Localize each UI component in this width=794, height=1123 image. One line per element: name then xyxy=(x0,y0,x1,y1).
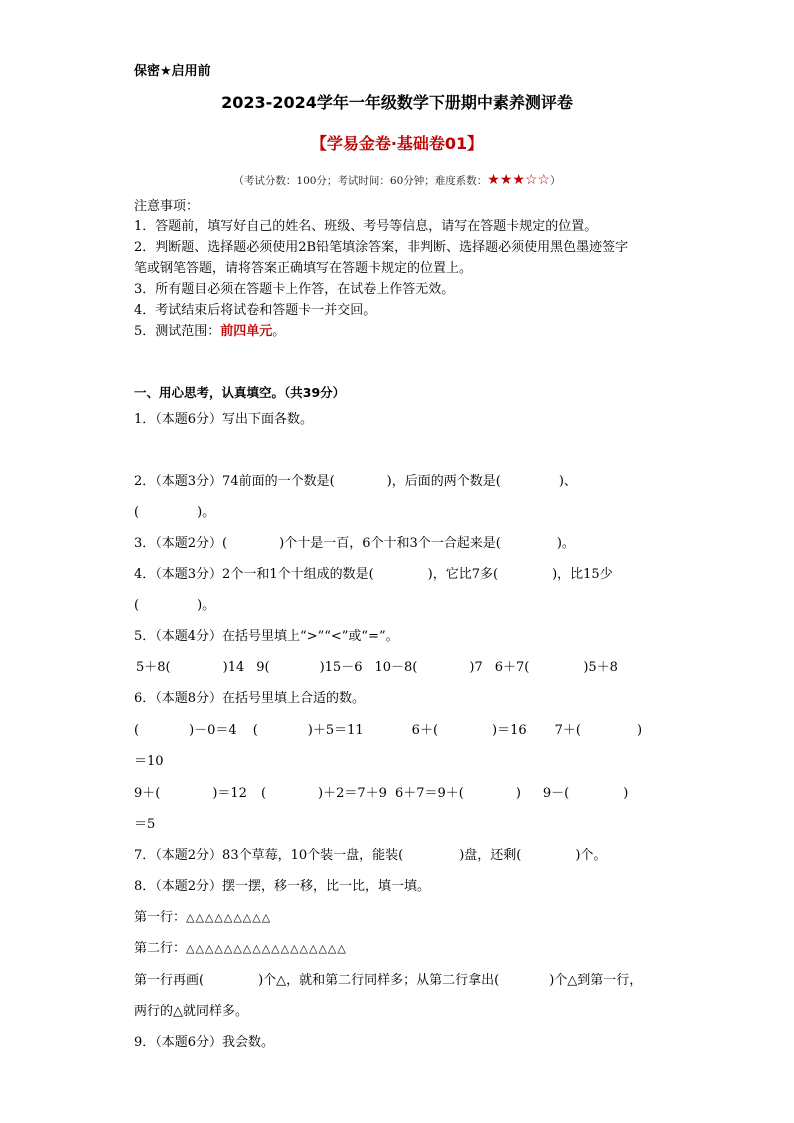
q5-expr: )15－6 xyxy=(319,660,363,675)
q8-text xyxy=(134,972,642,990)
notes-heading: 注意事项： xyxy=(134,199,200,214)
question-4-cont xyxy=(134,597,215,615)
star-empty-icon: ☆ xyxy=(524,172,538,188)
q8-text-part: 第一行再画( xyxy=(134,973,205,988)
q2-text: )，后面的两个数是( xyxy=(386,474,501,489)
question-5: 5．（本题4分）在括号里填上“>”“<”或“=”。 xyxy=(134,629,399,644)
q6-expr: ( xyxy=(134,723,140,738)
triangle-row-icon: △△△△△△△△△△△△△△△△△ xyxy=(186,942,347,955)
q6-expr: ( xyxy=(252,723,258,738)
exam-meta xyxy=(0,171,794,190)
section-heading: 一、用心思考，认真填空。（共39分） xyxy=(134,385,346,400)
q6-expr: 6＋( xyxy=(411,723,439,738)
q6-expr: 9＋( xyxy=(134,786,161,801)
q2-text: )。 xyxy=(197,505,216,520)
note-item: 4．考试结束后将试卷和答题卡一并交回。 xyxy=(134,303,377,318)
star-full-icon: ★ xyxy=(512,172,525,188)
q8-row-label: 第二行： xyxy=(134,941,187,956)
q6-expr: )＝16 xyxy=(492,723,527,738)
q6-expr: 9－( xyxy=(542,786,570,801)
q7-text: )盘，还剩( xyxy=(459,848,522,863)
meta-prefix: （考试分数：100分；考试时间：60分钟；难度系数： xyxy=(233,175,488,187)
q3-text: )。 xyxy=(556,536,575,551)
q6-expr: ) xyxy=(636,723,643,738)
q5-expr: 6＋7( xyxy=(494,660,530,675)
q2-text: )、 xyxy=(558,474,577,489)
note-item: 2．判断题、选择题必须使用2B铅笔填涂答案，非判断、选择题必须使用黑色墨迹签字 xyxy=(134,240,629,255)
q4-text: )，比15少 xyxy=(552,567,613,582)
question-4 xyxy=(134,566,613,584)
question-2 xyxy=(134,473,577,491)
q6-expr: )＝12 xyxy=(212,786,247,801)
star-empty-icon: ☆ xyxy=(537,172,551,188)
note-scope xyxy=(134,323,285,341)
q8-row-label: 第一行： xyxy=(134,910,187,925)
q4-text: 4．（本题3分）2个一和1个十组成的数是( xyxy=(134,567,374,582)
question-2-cont xyxy=(134,504,215,522)
q6-expr: ) xyxy=(515,786,521,801)
question-6-row1 xyxy=(134,722,664,740)
q2-text: 2．（本题3分）74前面的一个数是( xyxy=(134,474,335,489)
q4-text: )，它比7多( xyxy=(427,567,499,582)
q6-expr: )＋2＝7＋9 xyxy=(318,786,387,801)
difficulty-stars xyxy=(487,172,550,188)
confidential-mark: 保密★启用前 xyxy=(134,64,211,79)
q3-text: )个十是一百，6个十和3个一合起来是( xyxy=(279,536,501,551)
q2-text: ( xyxy=(134,505,140,520)
q5-expr: 9( xyxy=(256,660,270,675)
question-5-items xyxy=(136,659,618,677)
question-6-row2 xyxy=(134,785,664,803)
q8-text-cont: 两行的△就同样多。 xyxy=(134,1004,248,1019)
q8-text-part: )个△，就和第二行同样多；从第二行拿出( xyxy=(258,973,500,988)
q3-text: 3．（本题2分）( xyxy=(134,536,228,551)
note-item: 笔或钢笔答题，请将答案正确填写在答题卡规定的位置上。 xyxy=(134,261,473,276)
question-3 xyxy=(134,535,575,553)
q6-expr: ( xyxy=(260,786,267,801)
q6-expr: ) xyxy=(623,786,629,801)
q7-text: 7．（本题2分）83个草莓，10个装一盘，能装( xyxy=(134,848,404,863)
question-6-row2-cont: ＝5 xyxy=(134,817,156,832)
q6-expr: 6＋7＝9＋( xyxy=(394,786,464,801)
scope-end: 。 xyxy=(272,324,286,339)
q5-expr: )5＋8 xyxy=(583,660,618,675)
star-full-icon: ★ xyxy=(487,172,500,188)
question-8: 8．（本题2分）摆一摆，移一移，比一比，填一填。 xyxy=(134,879,431,894)
note-item: 1．答题前，填写好自己的姓名、班级、考号等信息，请写在答题卡规定的位置。 xyxy=(134,219,598,234)
q6-expr: )＋5＝11 xyxy=(307,723,364,738)
note-item: 3．所有题目必须在答题卡上作答，在试卷上作答无效。 xyxy=(134,282,455,297)
star-full-icon: ★ xyxy=(499,172,513,188)
q7-text: )个。 xyxy=(575,848,607,863)
scope-value: 前四单元 xyxy=(220,324,273,339)
exam-subtitle: 【学易金卷·基础卷01】 xyxy=(310,134,484,153)
q4-text: ( xyxy=(134,598,140,613)
q6-expr: )－0＝4 xyxy=(189,723,237,738)
question-6: 6．（本题8分）在括号里填上合适的数。 xyxy=(134,691,366,706)
q8-text-part: )个△到第一行， xyxy=(549,973,643,988)
q6-expr: 7＋( xyxy=(554,723,581,738)
question-7 xyxy=(134,847,606,865)
meta-suffix: ） xyxy=(550,175,561,187)
q5-expr: )7 xyxy=(469,660,483,675)
exam-title: 2023-2024学年一年级数学下册期中素养测评卷 xyxy=(221,93,573,112)
q4-text: )。 xyxy=(197,598,216,613)
q8-row-1 xyxy=(134,909,271,927)
question-6-row1-cont: ＝10 xyxy=(134,754,164,769)
question-9: 9．（本题6分）我会数。 xyxy=(134,1035,275,1050)
q5-expr: 10－8( xyxy=(374,660,418,675)
question-1: 1．（本题6分）写出下面各数。 xyxy=(134,412,314,427)
q5-expr: 5＋8( xyxy=(136,660,171,675)
q8-row-2 xyxy=(134,940,347,958)
q5-expr: )14 xyxy=(222,660,245,675)
scope-label: 5．测试范围： xyxy=(134,324,221,339)
triangle-row-icon: △△△△△△△△△ xyxy=(186,911,272,924)
